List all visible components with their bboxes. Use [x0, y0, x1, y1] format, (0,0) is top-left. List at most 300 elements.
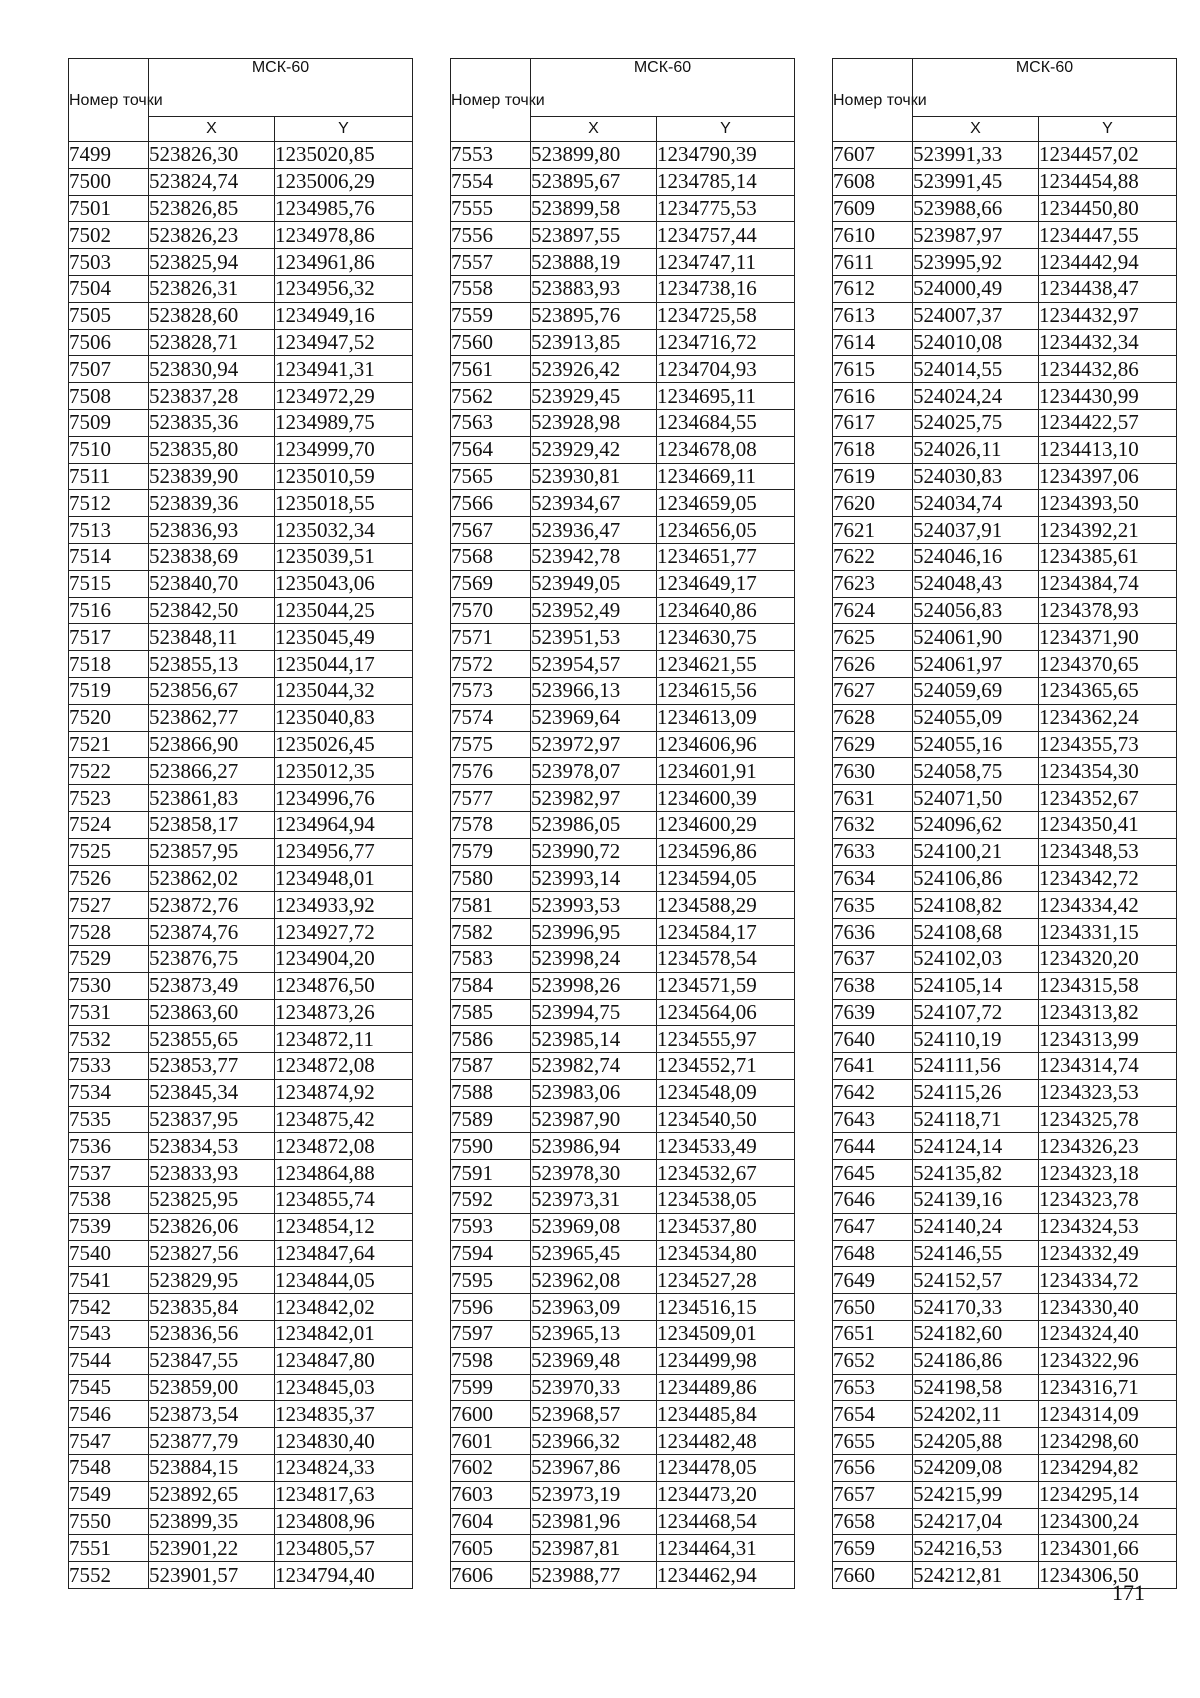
x-coordinate-cell: 523827,56 — [149, 1240, 275, 1267]
y-coordinate-cell: 1234306,50 — [1039, 1562, 1177, 1589]
point-number-cell: 7629 — [833, 731, 913, 758]
point-number-cell: 7613 — [833, 302, 913, 329]
table-row — [69, 302, 413, 329]
table-row — [833, 1267, 1177, 1294]
x-coordinate-cell: 523987,97 — [913, 222, 1039, 249]
point-number-cell: 7512 — [69, 490, 149, 517]
point-number-cell: 7595 — [451, 1267, 531, 1294]
table-row — [833, 1213, 1177, 1240]
y-coordinate-cell: 1234324,40 — [1039, 1321, 1177, 1348]
point-number-cell: 7566 — [451, 490, 531, 517]
point-number-cell: 7546 — [69, 1401, 149, 1428]
table-row — [833, 436, 1177, 463]
point-number-cell: 7651 — [833, 1321, 913, 1348]
y-coordinate-cell: 1234659,05 — [657, 490, 795, 517]
y-coordinate-cell: 1234845,03 — [275, 1374, 413, 1401]
table-row — [69, 1401, 413, 1428]
point-number-cell: 7644 — [833, 1133, 913, 1160]
y-coordinate-cell: 1234956,32 — [275, 275, 413, 302]
x-coordinate-cell: 523965,13 — [531, 1321, 657, 1348]
y-coordinate-cell: 1234331,15 — [1039, 919, 1177, 946]
table-row — [69, 999, 413, 1026]
y-coordinate-cell: 1234325,78 — [1039, 1106, 1177, 1133]
x-coordinate-cell: 523987,90 — [531, 1106, 657, 1133]
table-row — [69, 1187, 413, 1214]
x-coordinate-cell: 524139,16 — [913, 1187, 1039, 1214]
point-number-cell: 7635 — [833, 892, 913, 919]
table-row — [833, 1508, 1177, 1535]
table-row — [833, 249, 1177, 276]
page-number: 171 — [1112, 1580, 1145, 1605]
point-number-cell: 7506 — [69, 329, 149, 356]
y-coordinate-cell: 1234354,30 — [1039, 758, 1177, 785]
table-row — [451, 865, 795, 892]
table-row — [69, 1053, 413, 1080]
table-row — [833, 1481, 1177, 1508]
x-coordinate-cell: 523874,76 — [149, 919, 275, 946]
table-row — [833, 972, 1177, 999]
y-coordinate-cell: 1234323,53 — [1039, 1079, 1177, 1106]
y-coordinate-cell: 1234454,88 — [1039, 168, 1177, 195]
y-coordinate-cell: 1234324,53 — [1039, 1213, 1177, 1240]
table-row — [833, 1428, 1177, 1455]
table-row — [451, 302, 795, 329]
y-coordinate-cell: 1235044,17 — [275, 651, 413, 678]
table-row — [69, 1026, 413, 1053]
table-row — [69, 1213, 413, 1240]
x-coordinate-cell: 524115,26 — [913, 1079, 1039, 1106]
point-number-cell: 7607 — [833, 142, 913, 169]
point-number-cell: 7653 — [833, 1374, 913, 1401]
y-coordinate-cell: 1235018,55 — [275, 490, 413, 517]
y-coordinate-cell: 1234808,96 — [275, 1508, 413, 1535]
point-number-cell: 7645 — [833, 1160, 913, 1187]
y-coordinate-cell: 1234334,72 — [1039, 1267, 1177, 1294]
x-coordinate-cell: 524108,82 — [913, 892, 1039, 919]
point-number-cell: 7588 — [451, 1079, 531, 1106]
x-coordinate-cell: 523826,31 — [149, 275, 275, 302]
y-coordinate-cell: 1234601,91 — [657, 758, 795, 785]
table-row — [833, 1294, 1177, 1321]
y-coordinate-cell: 1234564,06 — [657, 999, 795, 1026]
point-number-cell: 7544 — [69, 1347, 149, 1374]
y-coordinate-cell: 1234571,59 — [657, 972, 795, 999]
x-coordinate-cell: 524215,99 — [913, 1481, 1039, 1508]
y-coordinate-cell: 1234320,20 — [1039, 945, 1177, 972]
coordinates-table-3 — [832, 58, 1177, 1589]
y-coordinate-cell: 1234578,54 — [657, 945, 795, 972]
x-coordinate-cell: 523967,86 — [531, 1455, 657, 1482]
y-coordinate-cell: 1234442,94 — [1039, 249, 1177, 276]
y-coordinate-cell: 1234315,58 — [1039, 972, 1177, 999]
table-row — [833, 1053, 1177, 1080]
y-coordinate-cell: 1234873,26 — [275, 999, 413, 1026]
table-row — [833, 1187, 1177, 1214]
table-row — [451, 1508, 795, 1535]
y-coordinate-cell: 1234295,14 — [1039, 1481, 1177, 1508]
x-coordinate-cell: 524102,03 — [913, 945, 1039, 972]
table-row — [833, 731, 1177, 758]
table-row — [69, 972, 413, 999]
x-coordinate-cell: 523899,80 — [531, 142, 657, 169]
table-row — [833, 919, 1177, 946]
y-coordinate-cell: 1234385,61 — [1039, 543, 1177, 570]
point-number-cell: 7536 — [69, 1133, 149, 1160]
point-number-cell: 7511 — [69, 463, 149, 490]
y-coordinate-cell: 1234314,09 — [1039, 1401, 1177, 1428]
table-row — [833, 1240, 1177, 1267]
table-row — [69, 1133, 413, 1160]
table-row — [833, 677, 1177, 704]
x-coordinate-cell: 524202,11 — [913, 1401, 1039, 1428]
point-number-cell: 7601 — [451, 1428, 531, 1455]
y-coordinate-cell: 1234790,39 — [657, 142, 795, 169]
x-coordinate-cell: 523888,19 — [531, 249, 657, 276]
x-coordinate-cell: 523848,11 — [149, 624, 275, 651]
coordinate-system-header: МСК-60 — [531, 59, 795, 117]
x-coordinate-cell: 523842,50 — [149, 597, 275, 624]
table-row — [451, 811, 795, 838]
x-coordinate-cell: 524186,86 — [913, 1347, 1039, 1374]
coordinate-system-header: МСК-60 — [149, 59, 413, 117]
y-coordinate-cell: 1234413,10 — [1039, 436, 1177, 463]
table-row — [451, 517, 795, 544]
point-number-cell: 7589 — [451, 1106, 531, 1133]
point-number-cell: 7520 — [69, 704, 149, 731]
point-number-cell: 7543 — [69, 1321, 149, 1348]
y-coordinate-cell: 1234323,78 — [1039, 1187, 1177, 1214]
x-coordinate-cell: 523988,77 — [531, 1562, 657, 1589]
x-coordinate-cell: 523978,07 — [531, 758, 657, 785]
point-number-cell: 7560 — [451, 329, 531, 356]
x-coordinate-cell: 523895,67 — [531, 168, 657, 195]
point-number-cell: 7529 — [69, 945, 149, 972]
table-row — [451, 1133, 795, 1160]
y-coordinate-cell: 1234365,65 — [1039, 677, 1177, 704]
table-row — [833, 168, 1177, 195]
table-row — [451, 1347, 795, 1374]
point-number-cell: 7639 — [833, 999, 913, 1026]
point-number-cell: 7577 — [451, 785, 531, 812]
point-number-cell: 7620 — [833, 490, 913, 517]
y-coordinate-cell: 1234805,57 — [275, 1535, 413, 1562]
x-coordinate-cell: 523951,53 — [531, 624, 657, 651]
x-coordinate-cell: 523840,70 — [149, 570, 275, 597]
x-coordinate-cell: 523835,80 — [149, 436, 275, 463]
y-coordinate-cell: 1234464,31 — [657, 1535, 795, 1562]
x-coordinate-cell: 524124,14 — [913, 1133, 1039, 1160]
table-row — [451, 222, 795, 249]
point-number-cell: 7549 — [69, 1481, 149, 1508]
point-number-cell: 7586 — [451, 1026, 531, 1053]
table-row — [451, 1401, 795, 1428]
x-coordinate-cell: 523929,42 — [531, 436, 657, 463]
y-coordinate-cell: 1234927,72 — [275, 919, 413, 946]
x-coordinate-cell: 523962,08 — [531, 1267, 657, 1294]
point-number-cell: 7582 — [451, 919, 531, 946]
table-row — [833, 463, 1177, 490]
y-coordinate-cell: 1234450,80 — [1039, 195, 1177, 222]
y-coordinate-cell: 1234649,17 — [657, 570, 795, 597]
y-coordinate-cell: 1234949,16 — [275, 302, 413, 329]
x-coordinate-cell: 524106,86 — [913, 865, 1039, 892]
point-number-cell: 7646 — [833, 1187, 913, 1214]
point-number-cell: 7612 — [833, 275, 913, 302]
table-row — [833, 356, 1177, 383]
table-row — [69, 195, 413, 222]
y-coordinate-cell: 1234362,24 — [1039, 704, 1177, 731]
point-number-cell: 7563 — [451, 409, 531, 436]
x-coordinate-cell: 523853,77 — [149, 1053, 275, 1080]
point-number-cell: 7580 — [451, 865, 531, 892]
point-number-cell: 7649 — [833, 1267, 913, 1294]
point-number-cell: 7539 — [69, 1213, 149, 1240]
table-row — [451, 1026, 795, 1053]
table-row — [69, 865, 413, 892]
point-number-cell: 7621 — [833, 517, 913, 544]
x-coordinate-cell: 523828,71 — [149, 329, 275, 356]
y-coordinate-cell: 1235044,25 — [275, 597, 413, 624]
x-coordinate-cell: 523861,83 — [149, 785, 275, 812]
y-coordinate-cell: 1234606,96 — [657, 731, 795, 758]
y-coordinate-cell: 1234447,55 — [1039, 222, 1177, 249]
point-number-cell: 7654 — [833, 1401, 913, 1428]
x-coordinate-cell: 524111,56 — [913, 1053, 1039, 1080]
table-row — [69, 570, 413, 597]
x-coordinate-cell: 523858,17 — [149, 811, 275, 838]
table-row — [69, 1508, 413, 1535]
x-coordinate-cell: 523993,53 — [531, 892, 657, 919]
y-coordinate-cell: 1234588,29 — [657, 892, 795, 919]
x-coordinate-cell: 524152,57 — [913, 1267, 1039, 1294]
point-number-cell: 7516 — [69, 597, 149, 624]
point-number-cell: 7562 — [451, 383, 531, 410]
x-coordinate-cell: 524025,75 — [913, 409, 1039, 436]
y-coordinate-cell: 1234956,77 — [275, 838, 413, 865]
point-number-cell: 7537 — [69, 1160, 149, 1187]
y-coordinate-cell: 1234430,99 — [1039, 383, 1177, 410]
table-row — [69, 1347, 413, 1374]
x-coordinate-cell: 524198,58 — [913, 1374, 1039, 1401]
table-row — [69, 1428, 413, 1455]
table-row — [451, 1213, 795, 1240]
point-number-cell: 7555 — [451, 195, 531, 222]
table-row — [451, 570, 795, 597]
point-number-cell: 7584 — [451, 972, 531, 999]
x-coordinate-cell: 523899,35 — [149, 1508, 275, 1535]
point-number-cell: 7594 — [451, 1240, 531, 1267]
point-number-cell: 7568 — [451, 543, 531, 570]
y-coordinate-cell: 1234695,11 — [657, 383, 795, 410]
point-number-cell: 7618 — [833, 436, 913, 463]
y-coordinate-cell: 1234678,08 — [657, 436, 795, 463]
table-row — [833, 624, 1177, 651]
point-number-cell: 7610 — [833, 222, 913, 249]
point-number-cell: 7535 — [69, 1106, 149, 1133]
x-coordinate-cell: 523837,95 — [149, 1106, 275, 1133]
x-coordinate-cell: 523866,90 — [149, 731, 275, 758]
point-number-cell: 7550 — [69, 1508, 149, 1535]
point-number-cell: 7538 — [69, 1187, 149, 1214]
x-coordinate-cell: 524055,09 — [913, 704, 1039, 731]
table-body — [69, 142, 413, 1589]
x-coordinate-cell: 523877,79 — [149, 1428, 275, 1455]
x-coordinate-cell: 523833,93 — [149, 1160, 275, 1187]
x-coordinate-cell: 523857,95 — [149, 838, 275, 865]
x-coordinate-cell: 523826,30 — [149, 142, 275, 169]
table-row — [451, 1428, 795, 1455]
x-coordinate-cell: 523986,05 — [531, 811, 657, 838]
table-row — [833, 1535, 1177, 1562]
x-coordinate-cell: 523836,93 — [149, 517, 275, 544]
table-row — [69, 490, 413, 517]
y-coordinate-cell: 1235026,45 — [275, 731, 413, 758]
table-row — [833, 1133, 1177, 1160]
y-coordinate-cell: 1234555,97 — [657, 1026, 795, 1053]
point-number-cell: 7541 — [69, 1267, 149, 1294]
x-coordinate-cell: 524046,16 — [913, 543, 1039, 570]
point-number-cell: 7628 — [833, 704, 913, 731]
table-row — [833, 490, 1177, 517]
y-coordinate-cell: 1234725,58 — [657, 302, 795, 329]
point-number-cell: 7593 — [451, 1213, 531, 1240]
table-row — [833, 597, 1177, 624]
point-number-cell: 7503 — [69, 249, 149, 276]
x-coordinate-cell: 524061,97 — [913, 651, 1039, 678]
y-coordinate-cell: 1234301,66 — [1039, 1535, 1177, 1562]
point-number-cell: 7579 — [451, 838, 531, 865]
y-coordinate-cell: 1235044,32 — [275, 677, 413, 704]
table-row — [833, 1106, 1177, 1133]
x-coordinate-cell: 524000,49 — [913, 275, 1039, 302]
table-row — [451, 195, 795, 222]
point-number-cell: 7551 — [69, 1535, 149, 1562]
x-coordinate-cell: 523987,81 — [531, 1535, 657, 1562]
table-row — [451, 1455, 795, 1482]
table-row — [451, 999, 795, 1026]
table-row — [451, 356, 795, 383]
table-row — [69, 436, 413, 463]
x-coordinate-cell: 524209,08 — [913, 1455, 1039, 1482]
x-coordinate-cell: 524034,74 — [913, 490, 1039, 517]
x-coordinate-cell: 523988,66 — [913, 195, 1039, 222]
point-number-cell: 7624 — [833, 597, 913, 624]
table-row — [451, 1160, 795, 1187]
x-coordinate-cell: 524055,16 — [913, 731, 1039, 758]
table-row — [451, 1321, 795, 1348]
x-column-header: X — [531, 116, 657, 141]
y-coordinate-cell: 1234716,72 — [657, 329, 795, 356]
y-coordinate-cell: 1234538,05 — [657, 1187, 795, 1214]
y-coordinate-cell: 1234393,50 — [1039, 490, 1177, 517]
point-number-cell: 7637 — [833, 945, 913, 972]
x-coordinate-cell: 523949,05 — [531, 570, 657, 597]
y-coordinate-cell: 1234864,88 — [275, 1160, 413, 1187]
point-number-cell: 7606 — [451, 1562, 531, 1589]
x-coordinate-cell: 523991,45 — [913, 168, 1039, 195]
table-row — [451, 1187, 795, 1214]
point-number-cell: 7553 — [451, 142, 531, 169]
point-number-cell: 7525 — [69, 838, 149, 865]
y-coordinate-cell: 1234548,09 — [657, 1079, 795, 1106]
table-row — [69, 517, 413, 544]
point-number-cell: 7545 — [69, 1374, 149, 1401]
x-coordinate-cell: 523969,48 — [531, 1347, 657, 1374]
x-coordinate-cell: 524135,82 — [913, 1160, 1039, 1187]
table-row — [451, 731, 795, 758]
x-coordinate-cell: 523836,56 — [149, 1321, 275, 1348]
x-coordinate-cell: 523826,85 — [149, 195, 275, 222]
table-row — [451, 945, 795, 972]
table-row — [833, 195, 1177, 222]
x-coordinate-cell: 523884,15 — [149, 1455, 275, 1482]
point-number-cell: 7510 — [69, 436, 149, 463]
point-number-cell: 7643 — [833, 1106, 913, 1133]
x-coordinate-cell: 524096,62 — [913, 811, 1039, 838]
point-number-header: Номер точки — [833, 59, 913, 142]
y-coordinate-cell: 1234594,05 — [657, 865, 795, 892]
x-coordinate-cell: 524010,08 — [913, 329, 1039, 356]
table-row — [833, 838, 1177, 865]
point-number-cell: 7608 — [833, 168, 913, 195]
y-coordinate-cell: 1234432,97 — [1039, 302, 1177, 329]
y-coordinate-cell: 1234630,75 — [657, 624, 795, 651]
point-number-cell: 7648 — [833, 1240, 913, 1267]
x-coordinate-cell: 524110,19 — [913, 1026, 1039, 1053]
point-number-cell: 7531 — [69, 999, 149, 1026]
table-row — [451, 677, 795, 704]
x-column-header: X — [913, 116, 1039, 141]
x-coordinate-cell: 523994,75 — [531, 999, 657, 1026]
coordinate-system-header: МСК-60 — [913, 59, 1177, 117]
y-coordinate-cell: 1234473,20 — [657, 1481, 795, 1508]
y-coordinate-cell: 1234948,01 — [275, 865, 413, 892]
x-coordinate-cell: 523866,27 — [149, 758, 275, 785]
x-coordinate-cell: 524212,81 — [913, 1562, 1039, 1589]
point-number-cell: 7572 — [451, 651, 531, 678]
y-coordinate-cell: 1234669,11 — [657, 463, 795, 490]
table-row — [69, 624, 413, 651]
x-coordinate-cell: 524071,50 — [913, 785, 1039, 812]
x-coordinate-cell: 523828,60 — [149, 302, 275, 329]
x-coordinate-cell: 523839,90 — [149, 463, 275, 490]
table-row — [451, 1535, 795, 1562]
y-coordinate-cell: 1234835,37 — [275, 1401, 413, 1428]
table-row — [69, 356, 413, 383]
y-coordinate-cell: 1234332,49 — [1039, 1240, 1177, 1267]
point-number-cell: 7573 — [451, 677, 531, 704]
y-coordinate-cell: 1235020,85 — [275, 142, 413, 169]
y-coordinate-cell: 1234468,54 — [657, 1508, 795, 1535]
point-number-cell: 7600 — [451, 1401, 531, 1428]
x-coordinate-cell: 524056,83 — [913, 597, 1039, 624]
y-coordinate-cell: 1234432,34 — [1039, 329, 1177, 356]
table-row — [833, 222, 1177, 249]
point-number-cell: 7554 — [451, 168, 531, 195]
y-coordinate-cell: 1234457,02 — [1039, 142, 1177, 169]
point-number-cell: 7501 — [69, 195, 149, 222]
table-row — [69, 945, 413, 972]
x-coordinate-cell: 523897,55 — [531, 222, 657, 249]
table-row — [833, 1374, 1177, 1401]
point-number-cell: 7591 — [451, 1160, 531, 1187]
point-number-cell: 7567 — [451, 517, 531, 544]
point-number-cell: 7596 — [451, 1294, 531, 1321]
x-coordinate-cell: 523963,09 — [531, 1294, 657, 1321]
table-row — [451, 1079, 795, 1106]
point-number-cell: 7504 — [69, 275, 149, 302]
point-number-cell: 7500 — [69, 168, 149, 195]
